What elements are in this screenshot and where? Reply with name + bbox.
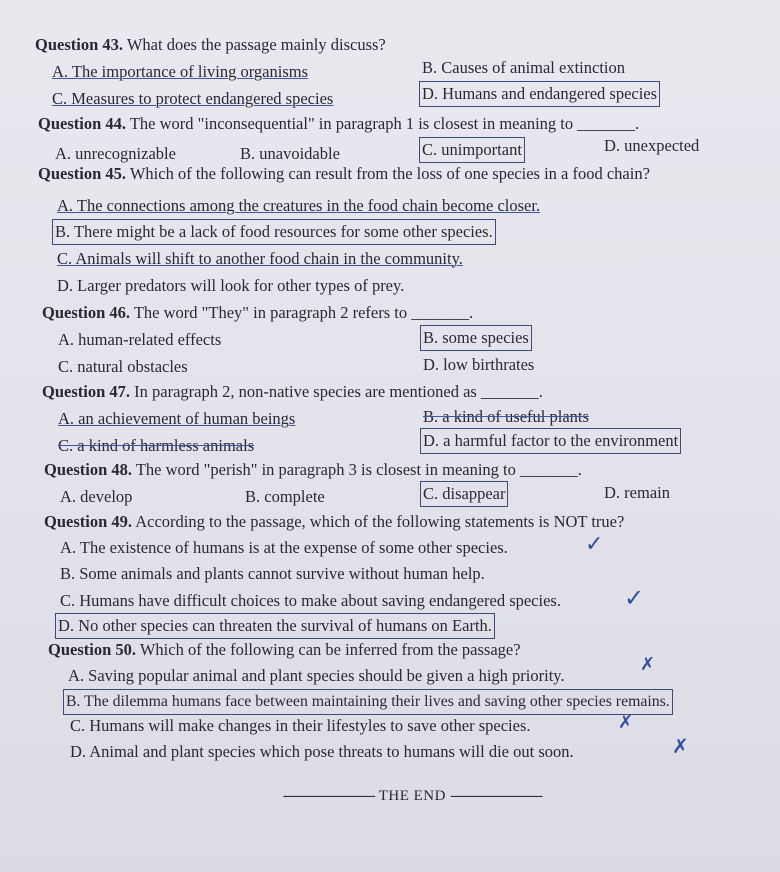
option-45d: D. Larger predators will look for other types of prey. (57, 276, 405, 295)
option-48c-selected: C. disappear (423, 484, 506, 503)
question-text: Which of the following can be inferred from the passage? (136, 640, 521, 659)
option-47c: C. a kind of harmless animals (58, 436, 255, 455)
option-44c-selected: C. unimportant (422, 140, 522, 159)
question-number: Question 48. (44, 460, 133, 479)
question-43-stem (35, 35, 386, 55)
option-48d: D. remain (604, 483, 670, 502)
question-number: Question 45. (38, 164, 127, 183)
option-44d: D. unexpected (604, 136, 700, 155)
option-46b-selected: B. some species (423, 328, 529, 347)
cross-mark-icon: ✗ (618, 712, 634, 733)
question-text: The word "perish" in paragraph 3 is closest in meaning to _______. (132, 460, 582, 479)
option-46c: C. natural obstacles (58, 357, 188, 376)
question-44-stem (38, 114, 639, 134)
check-mark-icon: ✓ (624, 584, 645, 612)
option-44a: A. unrecognizable (55, 144, 176, 163)
option-45a: A. The connections among the creatures in the food chain become closer. (57, 196, 541, 215)
question-number: Question 47. (42, 382, 131, 401)
option-47b: B. a kind of useful plants (423, 407, 589, 426)
question-number: Question 46. (42, 303, 131, 322)
option-43b: B. Causes of animal extinction (422, 58, 626, 77)
dash-rule-right: ----------------------- (450, 788, 543, 804)
question-text: Which of the following can result from the loss of one species in a food chain? (126, 164, 650, 183)
question-text: The word "They" in paragraph 2 refers to _______. (130, 303, 474, 322)
question-number: Question 44. (38, 114, 127, 133)
dash-rule-left: ----------------------- (282, 788, 375, 804)
end-marker (230, 788, 595, 805)
option-50d: D. Animal and plant species which pose threats to humans will die out soon. (70, 742, 574, 761)
option-45b-selected: B. There might be a lack of food resources for some other species. (55, 222, 493, 241)
question-text: In paragraph 2, non-native species are mentioned as _______. (130, 382, 543, 401)
option-48a: A. develop (60, 487, 133, 506)
option-43c: C. Measures to protect endangered species (52, 89, 334, 108)
question-45-stem (38, 164, 650, 184)
option-47d-selected: D. a harmful factor to the environment (423, 431, 679, 450)
question-50-stem (48, 640, 521, 660)
option-45c: C. Animals will shift to another food chain in the community. (57, 249, 463, 268)
cross-mark-icon: ✗ (640, 654, 656, 675)
question-49-stem (44, 512, 624, 532)
question-text: According to the passage, which of the following statements is NOT true? (132, 512, 625, 531)
option-50a: A. Saving popular animal and plant species should be given a high priority. (68, 666, 565, 685)
question-text: What does the passage mainly discuss? (123, 35, 386, 54)
question-48-stem (44, 460, 582, 480)
question-46-stem (42, 303, 473, 323)
end-text: THE END (378, 788, 446, 804)
option-46a: A. human-related effects (58, 330, 222, 349)
option-43d-selected: D. Humans and endangered species (422, 84, 658, 103)
cross-mark-icon: ✗ (672, 734, 689, 758)
question-text: The word "inconsequential" in paragraph 1 is closest in meaning to _______. (126, 114, 640, 133)
option-50b-selected: B. The dilemma humans face between maintaining their lives and saving other species remains. (66, 693, 670, 710)
option-48b: B. complete (245, 487, 325, 506)
option-49c: C. Humans have difficult choices to make about saving endangered species. (60, 591, 561, 610)
option-46d: D. low birthrates (423, 355, 535, 374)
option-43a: A. The importance of living organisms (52, 62, 309, 81)
option-49b: B. Some animals and plants cannot survive without human help. (60, 564, 485, 583)
option-50c: C. Humans will make changes in their lifestyles to save other species. (70, 716, 531, 735)
check-mark-icon: ✓ (585, 532, 604, 557)
option-49a: A. The existence of humans is at the expense of some other species. (60, 538, 508, 557)
option-47a: A. an achievement of human beings (58, 409, 296, 428)
option-49d-selected: D. No other species can threaten the survival of humans on Earth. (58, 616, 492, 635)
question-number: Question 50. (48, 640, 137, 659)
question-number: Question 43. (35, 35, 124, 54)
question-47-stem (42, 382, 543, 402)
option-44b: B. unavoidable (240, 144, 340, 163)
question-number: Question 49. (44, 512, 133, 531)
